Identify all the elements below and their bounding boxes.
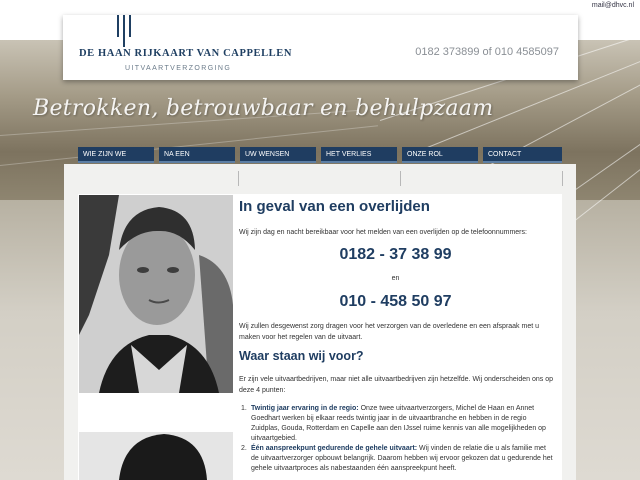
nav-item-wie-zijn-we[interactable]: WIE ZIJN WE bbox=[78, 147, 154, 163]
nav-item-na-een-overlijden[interactable]: NA EEN bbox=[159, 147, 235, 163]
intro-text: Wij zijn dag en nacht bereikbaar voor het melden van een overlijden op de telefoonnummers: bbox=[239, 229, 527, 236]
nav-item-contact[interactable]: CONTACT bbox=[483, 147, 562, 163]
second-portrait-photo bbox=[79, 432, 233, 480]
phone-number-2: 010 - 458 50 97 bbox=[339, 293, 452, 310]
list-item-title: Één aanspreekpunt gedurende de gehele uitvaart: bbox=[251, 445, 418, 452]
divider bbox=[562, 171, 563, 186]
portrait-photo bbox=[79, 195, 233, 393]
second-portrait-graphic bbox=[79, 432, 233, 480]
list-item-text: Onze twee uitvaartverzorgers, Michel de Haan en Annet Goedhart werken bij elkaar reeds twintig jaar in de uitvaartbranche en hebben in de regio Zuidplas, Gouda, Rotterdam en Capelle aan den IJssel ruime kennis van alle mogelijkheden op uitvaartgebied. bbox=[251, 405, 546, 442]
or-text: en bbox=[391, 275, 400, 282]
list-number: 1. bbox=[241, 405, 247, 412]
list-item bbox=[239, 444, 555, 474]
divider bbox=[400, 171, 401, 186]
phone-number-1: 0182 - 37 38 99 bbox=[339, 246, 452, 263]
list-item-text: Wij vinden de relatie die u als familie met de uitvaartverzorger opbouwt belangrijk. Daarom hebben wij ervoor gekozen dat u gedurende het gehele uitvaartproces als nabestaanden één aanspreekpunt heeft. bbox=[251, 445, 553, 472]
nav-item-uw-wensen[interactable]: UW WENSEN bbox=[240, 147, 316, 163]
portrait-photo-graphic bbox=[79, 195, 233, 393]
care-text: Wij zullen desgewenst zorg dragen voor het verzorgen van de overledene en een afspraak met u maken voor het regelen van de uitvaart. bbox=[239, 323, 540, 341]
points-list bbox=[239, 404, 555, 474]
site-header bbox=[63, 15, 578, 80]
nav-item-het-verlies[interactable]: HET VERLIES bbox=[321, 147, 397, 163]
logo-name[interactable]: DE HAAN RIJKAART VAN CAPPELLEN bbox=[79, 48, 293, 59]
header-phone-numbers: 0182 373899 of 010 4585097 bbox=[415, 46, 559, 58]
list-number: 2. bbox=[241, 445, 247, 452]
page-title: In geval van een overlijden bbox=[239, 198, 430, 215]
logo-bars-icon bbox=[117, 15, 137, 47]
list-item bbox=[239, 404, 555, 444]
main-nav bbox=[78, 147, 562, 163]
email-link[interactable]: mail@dhvc.nl bbox=[591, 2, 634, 9]
logo-subtitle: UITVAARTVERZORGING bbox=[125, 65, 232, 72]
tagline: Betrokken, betrouwbaar en behulpzaam bbox=[33, 96, 494, 121]
list-item-title: Twintig jaar ervaring in de regio: bbox=[251, 405, 359, 412]
nav-item-onze-rol[interactable]: ONZE ROL bbox=[402, 147, 478, 163]
body-text: Er zijn vele uitvaartbedrijven, maar niet alle uitvaartbedrijven zijn hetzelfde. Wij onderscheiden ons op deze 4 punten: bbox=[239, 376, 553, 394]
divider bbox=[238, 171, 239, 186]
section-heading: Waar staan wij voor? bbox=[239, 349, 364, 363]
